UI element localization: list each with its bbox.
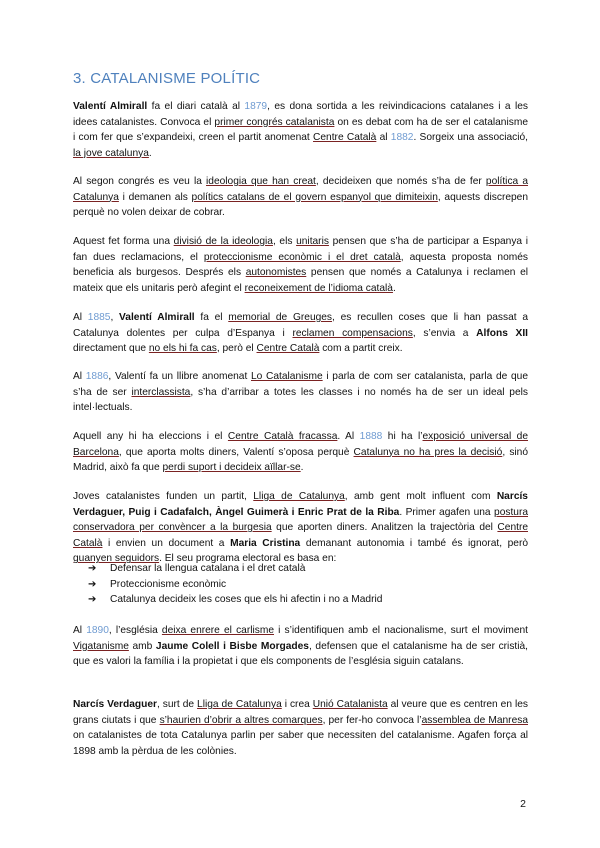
text: Al	[73, 625, 87, 636]
arrow-icon: ➔	[88, 563, 97, 574]
underlined-term: Lo Catalanisme	[251, 371, 323, 382]
text: . Primer agafen una	[399, 506, 495, 518]
underlined-term: postura conservadora per convèncer a la burgesia	[73, 506, 529, 534]
bold-name: Narcís Verdaguer	[73, 699, 157, 710]
text: on catalanistes de tota Catalunya parlin per saber que necessiten del catalanisme. Agafen força al 1898 amb la pèrdua de les colònies.	[73, 730, 528, 757]
text: , però el	[216, 343, 257, 355]
text: pensen que només a Catalunya i reclamen el mateix que els unitaris però afegint el	[73, 267, 528, 294]
text: , defensen que el catalanisme ha de ser cristià, que es valori la família i la propietat i que els components de l’església siguin catalans.	[73, 640, 529, 668]
underlined-term: proteccionisme econòmic i el dret català	[203, 251, 401, 263]
underlined-term: política a Catalunya	[73, 176, 529, 203]
underlined-term: Unió Catalanista	[312, 699, 388, 710]
arrow-icon: ➔	[88, 594, 97, 606]
paragraph-7	[73, 489, 528, 567]
text: fa el	[194, 312, 229, 323]
text: al veure que es centren en les grans ciutats i que	[73, 699, 529, 726]
underlined-term: Catalunya no ha pres la decisió	[353, 446, 503, 458]
underlined-term: memorial de Greuges	[228, 312, 333, 323]
text: al	[376, 132, 391, 144]
underlined-term: Vigatanisme	[73, 640, 129, 652]
underlined-term: Centre Català	[73, 522, 528, 549]
year: 1882	[390, 132, 414, 144]
text: fa el diari català al	[147, 101, 245, 112]
text: , s’ha d’arribar a totes les classes i no només ha de ser un ideal pels intel·lectuals.	[73, 386, 528, 414]
list-item-text: Catalunya decideix les coses que els hi afectin i no a Madrid	[110, 594, 383, 606]
underlined-term: reconeixement de l’idioma català	[244, 282, 393, 294]
text: , es recullen coses que li han passat a Catalunya dolentes per culpa d’Espanya i	[73, 312, 528, 339]
text: .	[148, 147, 152, 159]
underlined-term: reclamen compensacions	[292, 327, 413, 339]
text: on es debat com ha de ser el catalanisme i com fer que s’expandeixi, creen el partit anomenat	[73, 116, 528, 144]
page-number: 2	[520, 798, 526, 810]
bold-name: Narcís Verdaguer, Puig i Cadafalch, Àngel Guimerà i Enric Prat de la Riba	[73, 491, 528, 518]
text: , decideixen que només s’ha de fer	[315, 176, 486, 187]
text: , surt de	[156, 699, 198, 710]
text: i demanen als	[118, 191, 192, 203]
text: demanant autonomia i també és ignorat, però	[300, 537, 529, 549]
paragraph-4	[73, 310, 528, 357]
text: com a partit creix.	[319, 343, 403, 355]
text: , Valentí fa un llibre anomenat	[108, 371, 251, 382]
text: . El seu programa electoral es basa en:	[159, 553, 337, 565]
year: 1888	[359, 431, 383, 442]
year: 1885	[87, 312, 111, 323]
underlined-term: assemblea de Manresa	[421, 714, 528, 726]
paragraph-8	[73, 623, 528, 670]
text: , es dona sortida a les reivindicacions catalanes i a les idees catalanistes. Convoca el	[73, 101, 528, 128]
underlined-term: interclassista	[131, 386, 191, 398]
text: Aquell any hi ha eleccions i el	[73, 431, 228, 442]
underlined-term: Centre Català	[256, 343, 320, 355]
underlined-term: divisió de la ideologia	[173, 236, 273, 247]
underlined-term: exposició universal de Barcelona	[73, 431, 529, 458]
underlined-term: primer congrés catalanista	[214, 116, 335, 128]
text: i s’identifiquen amb el nacionalisme, surt el moviment	[274, 625, 528, 636]
year: 1886	[85, 371, 109, 382]
text: , amb gent molt influent com	[344, 491, 497, 502]
underlined-term: autonomistes	[245, 267, 307, 279]
paragraph-3	[73, 234, 528, 296]
bold-name: Maria Cristina	[230, 537, 301, 549]
underlined-term: unitaris	[296, 236, 329, 247]
paragraph-2	[73, 174, 528, 221]
text: , s’envia a	[412, 327, 477, 339]
underlined-term: ideologia que han creat	[206, 176, 316, 187]
underlined-term: perdi suport i decideix aïllar-se	[162, 462, 301, 474]
paragraph-9	[73, 697, 528, 759]
underlined-term: guanyen seguidors	[73, 553, 160, 565]
text: , els	[272, 236, 297, 247]
text: , aquests discrepen perquè no volen deixar de cobrar.	[73, 191, 528, 219]
bold-name: Valentí Almirall	[73, 101, 148, 112]
text: , per fer-ho convoca l’	[322, 714, 422, 726]
underlined-term: Lliga de Catalunya	[253, 491, 345, 502]
text: hi ha l’	[382, 431, 423, 442]
text: Al	[73, 312, 88, 323]
underlined-term: la jove catalunya	[73, 147, 149, 159]
underlined-term: polítics catalans de el govern espanyol que dimiteixin	[191, 191, 438, 203]
text: que aporten diners. Analitzen la trajectòria del	[271, 522, 498, 534]
section-heading: 3. CATALANISME POLÍTIC	[73, 70, 261, 87]
text: Joves catalanistes funden un partit,	[73, 491, 254, 502]
underlined-term: no els hi fa cas	[148, 343, 217, 355]
list-item-text: Defensar la llengua catalana i el dret català	[110, 563, 306, 574]
list-item	[88, 561, 382, 577]
list-item	[88, 592, 382, 608]
text: , l’església	[108, 625, 162, 636]
text: , que aporta molts diners, Valentí s’oposa perquè	[118, 446, 354, 458]
text: .	[300, 462, 304, 474]
text: pensen que s’ha de participar a Espanya i fan dues reclamacions, el	[73, 236, 528, 263]
text: Aquest fet forma una	[73, 236, 174, 247]
text: amb	[128, 640, 156, 652]
paragraph-6	[73, 429, 528, 476]
text: directament que	[73, 343, 149, 355]
year: 1879	[244, 101, 268, 112]
arrow-icon: ➔	[88, 578, 97, 590]
year: 1890	[86, 625, 109, 636]
text: ,	[110, 312, 120, 323]
paragraph-5	[73, 369, 528, 416]
underlined-term: s’haurien d’obrir a altres comarques	[159, 714, 323, 726]
underlined-term: deixa enrere el carlisme	[161, 625, 274, 636]
text: i parla de com ser catalanista, parla de que s’ha de ser	[73, 371, 529, 398]
text: . Al	[337, 431, 360, 442]
text: Al	[73, 371, 86, 382]
bold-name: Valentí Almirall	[119, 312, 195, 323]
list-item-text: Proteccionisme econòmic	[110, 578, 227, 590]
text: i envien un document a	[102, 537, 231, 549]
underlined-term: Lliga de Catalunya	[197, 699, 282, 710]
list-item	[88, 577, 382, 593]
underlined-term: Centre Català fracassa	[227, 431, 338, 442]
bold-name: Jaume Colell i Bisbe Morgades	[155, 640, 309, 652]
bold-name: Alfons XII	[476, 327, 529, 339]
text: .	[392, 282, 396, 294]
text: i crea	[281, 699, 313, 710]
text: , sinó Madrid, això fa que	[73, 446, 529, 474]
text: . Sorgeix una associació,	[413, 132, 529, 144]
underlined-term: Centre Català	[313, 132, 377, 144]
text: , aquesta proposta només beneficia als burgesos. Després els	[73, 251, 528, 279]
paragraph-1	[73, 99, 528, 161]
program-list	[88, 561, 382, 608]
text: Al segon congrés es veu la	[73, 176, 207, 187]
